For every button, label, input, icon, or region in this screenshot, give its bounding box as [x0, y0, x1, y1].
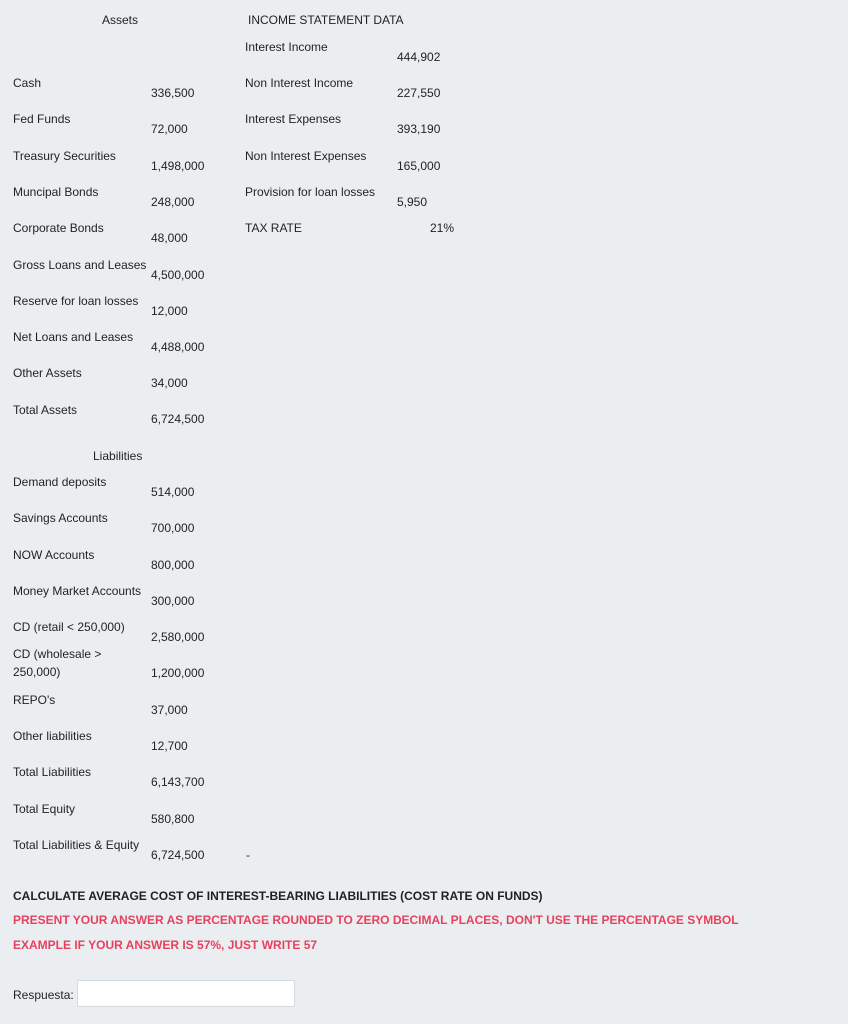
asset-value-municipal: 248,000: [151, 195, 195, 209]
trailing-dash: -: [246, 848, 250, 862]
asset-label-municipal: Muncipal Bonds: [13, 185, 99, 199]
question-format-note: PRESENT YOUR ANSWER AS PERCENTAGE ROUNDED TO ZERO DECIMAL PLACES, DON'T USE THE PERCENTAGE SYMBOL: [13, 913, 739, 927]
liability-label-savings: Savings Accounts: [13, 511, 108, 525]
income-value-tax-rate: 21%: [430, 221, 455, 235]
income-label-tax-rate: TAX RATE: [245, 221, 302, 235]
income-label-non-interest-expenses: Non Interest Expenses: [245, 149, 367, 163]
asset-label-cash: Cash: [13, 76, 42, 90]
assets-header: Assets: [102, 13, 139, 27]
asset-label-net-loans: Net Loans and Leases: [13, 330, 134, 344]
income-header: INCOME STATEMENT DATA: [248, 13, 404, 27]
asset-value-gross-loans: 4,500,000: [151, 268, 205, 282]
liability-label-cd-retail: CD (retail < 250,000): [13, 620, 125, 634]
liability-label-repo: REPO's: [13, 693, 56, 707]
income-value-provision: 5,950: [397, 195, 428, 209]
income-value-non-interest-income: 227,550: [397, 86, 441, 100]
liability-value-demand: 514,000: [151, 485, 195, 499]
asset-value-cash: 336,500: [151, 86, 195, 100]
liability-label-cd-wholesale: CD (wholesale > 250,000): [13, 647, 102, 679]
liability-label-total-liab-equity: Total Liabilities & Equity: [13, 838, 140, 852]
income-label-interest-income: Interest Income: [245, 40, 328, 54]
liability-label-other: Other liabilities: [13, 729, 92, 743]
liability-value-total-equity: 580,800: [151, 812, 195, 826]
asset-value-fed-funds: 72,000: [151, 122, 188, 136]
income-value-non-interest-expenses: 165,000: [397, 159, 441, 173]
asset-value-total-assets: 6,724,500: [151, 412, 205, 426]
liability-value-cd-retail: 2,580,000: [151, 630, 205, 644]
asset-label-other-assets: Other Assets: [13, 366, 82, 380]
asset-value-corporate: 48,000: [151, 231, 188, 245]
liability-value-repo: 37,000: [151, 703, 188, 717]
liability-label-total-liabilities: Total Liabilities: [13, 765, 92, 779]
asset-label-gross-loans: Gross Loans and Leases: [13, 258, 147, 272]
asset-value-treasury: 1,498,000: [151, 159, 205, 173]
liability-value-savings: 700,000: [151, 521, 195, 535]
income-label-non-interest-income: Non Interest Income: [245, 76, 354, 90]
answer-label: Respuesta:: [13, 988, 74, 1002]
liability-label-now: NOW Accounts: [13, 548, 95, 562]
liability-label-demand: Demand deposits: [13, 475, 107, 489]
liability-value-total-liab-equity: 6,724,500: [151, 848, 205, 862]
asset-value-other-assets: 34,000: [151, 376, 188, 390]
question-instruction: CALCULATE AVERAGE COST OF INTEREST-BEARING LIABILITIES (COST RATE ON FUNDS): [13, 889, 543, 903]
income-value-interest-income: 444,902: [397, 50, 441, 64]
asset-label-fed-funds: Fed Funds: [13, 112, 71, 126]
asset-label-treasury: Treasury Securities: [13, 149, 116, 163]
liability-value-money-market: 300,000: [151, 594, 195, 608]
asset-label-corporate: Corporate Bonds: [13, 221, 104, 235]
liability-value-cd-wholesale: 1,200,000: [151, 666, 205, 680]
question-example-note: EXAMPLE IF YOUR ANSWER IS 57%, JUST WRITE 57: [13, 938, 318, 952]
asset-value-net-loans: 4,488,000: [151, 340, 205, 354]
liability-value-other: 12,700: [151, 739, 188, 753]
answer-input[interactable]: [77, 980, 295, 1007]
income-value-interest-expenses: 393,190: [397, 122, 441, 136]
liability-value-now: 800,000: [151, 558, 195, 572]
liabilities-header: Liabilities: [93, 449, 143, 463]
liability-label-total-equity: Total Equity: [13, 802, 76, 816]
income-label-interest-expenses: Interest Expenses: [245, 112, 342, 126]
liability-value-total-liabilities: 6,143,700: [151, 775, 205, 789]
income-label-provision: Provision for loan losses: [245, 185, 376, 199]
asset-label-reserve: Reserve for loan losses: [13, 294, 139, 308]
asset-value-reserve: 12,000: [151, 304, 188, 318]
asset-label-total-assets: Total Assets: [13, 403, 78, 417]
liability-label-money-market: Money Market Accounts: [13, 584, 142, 598]
